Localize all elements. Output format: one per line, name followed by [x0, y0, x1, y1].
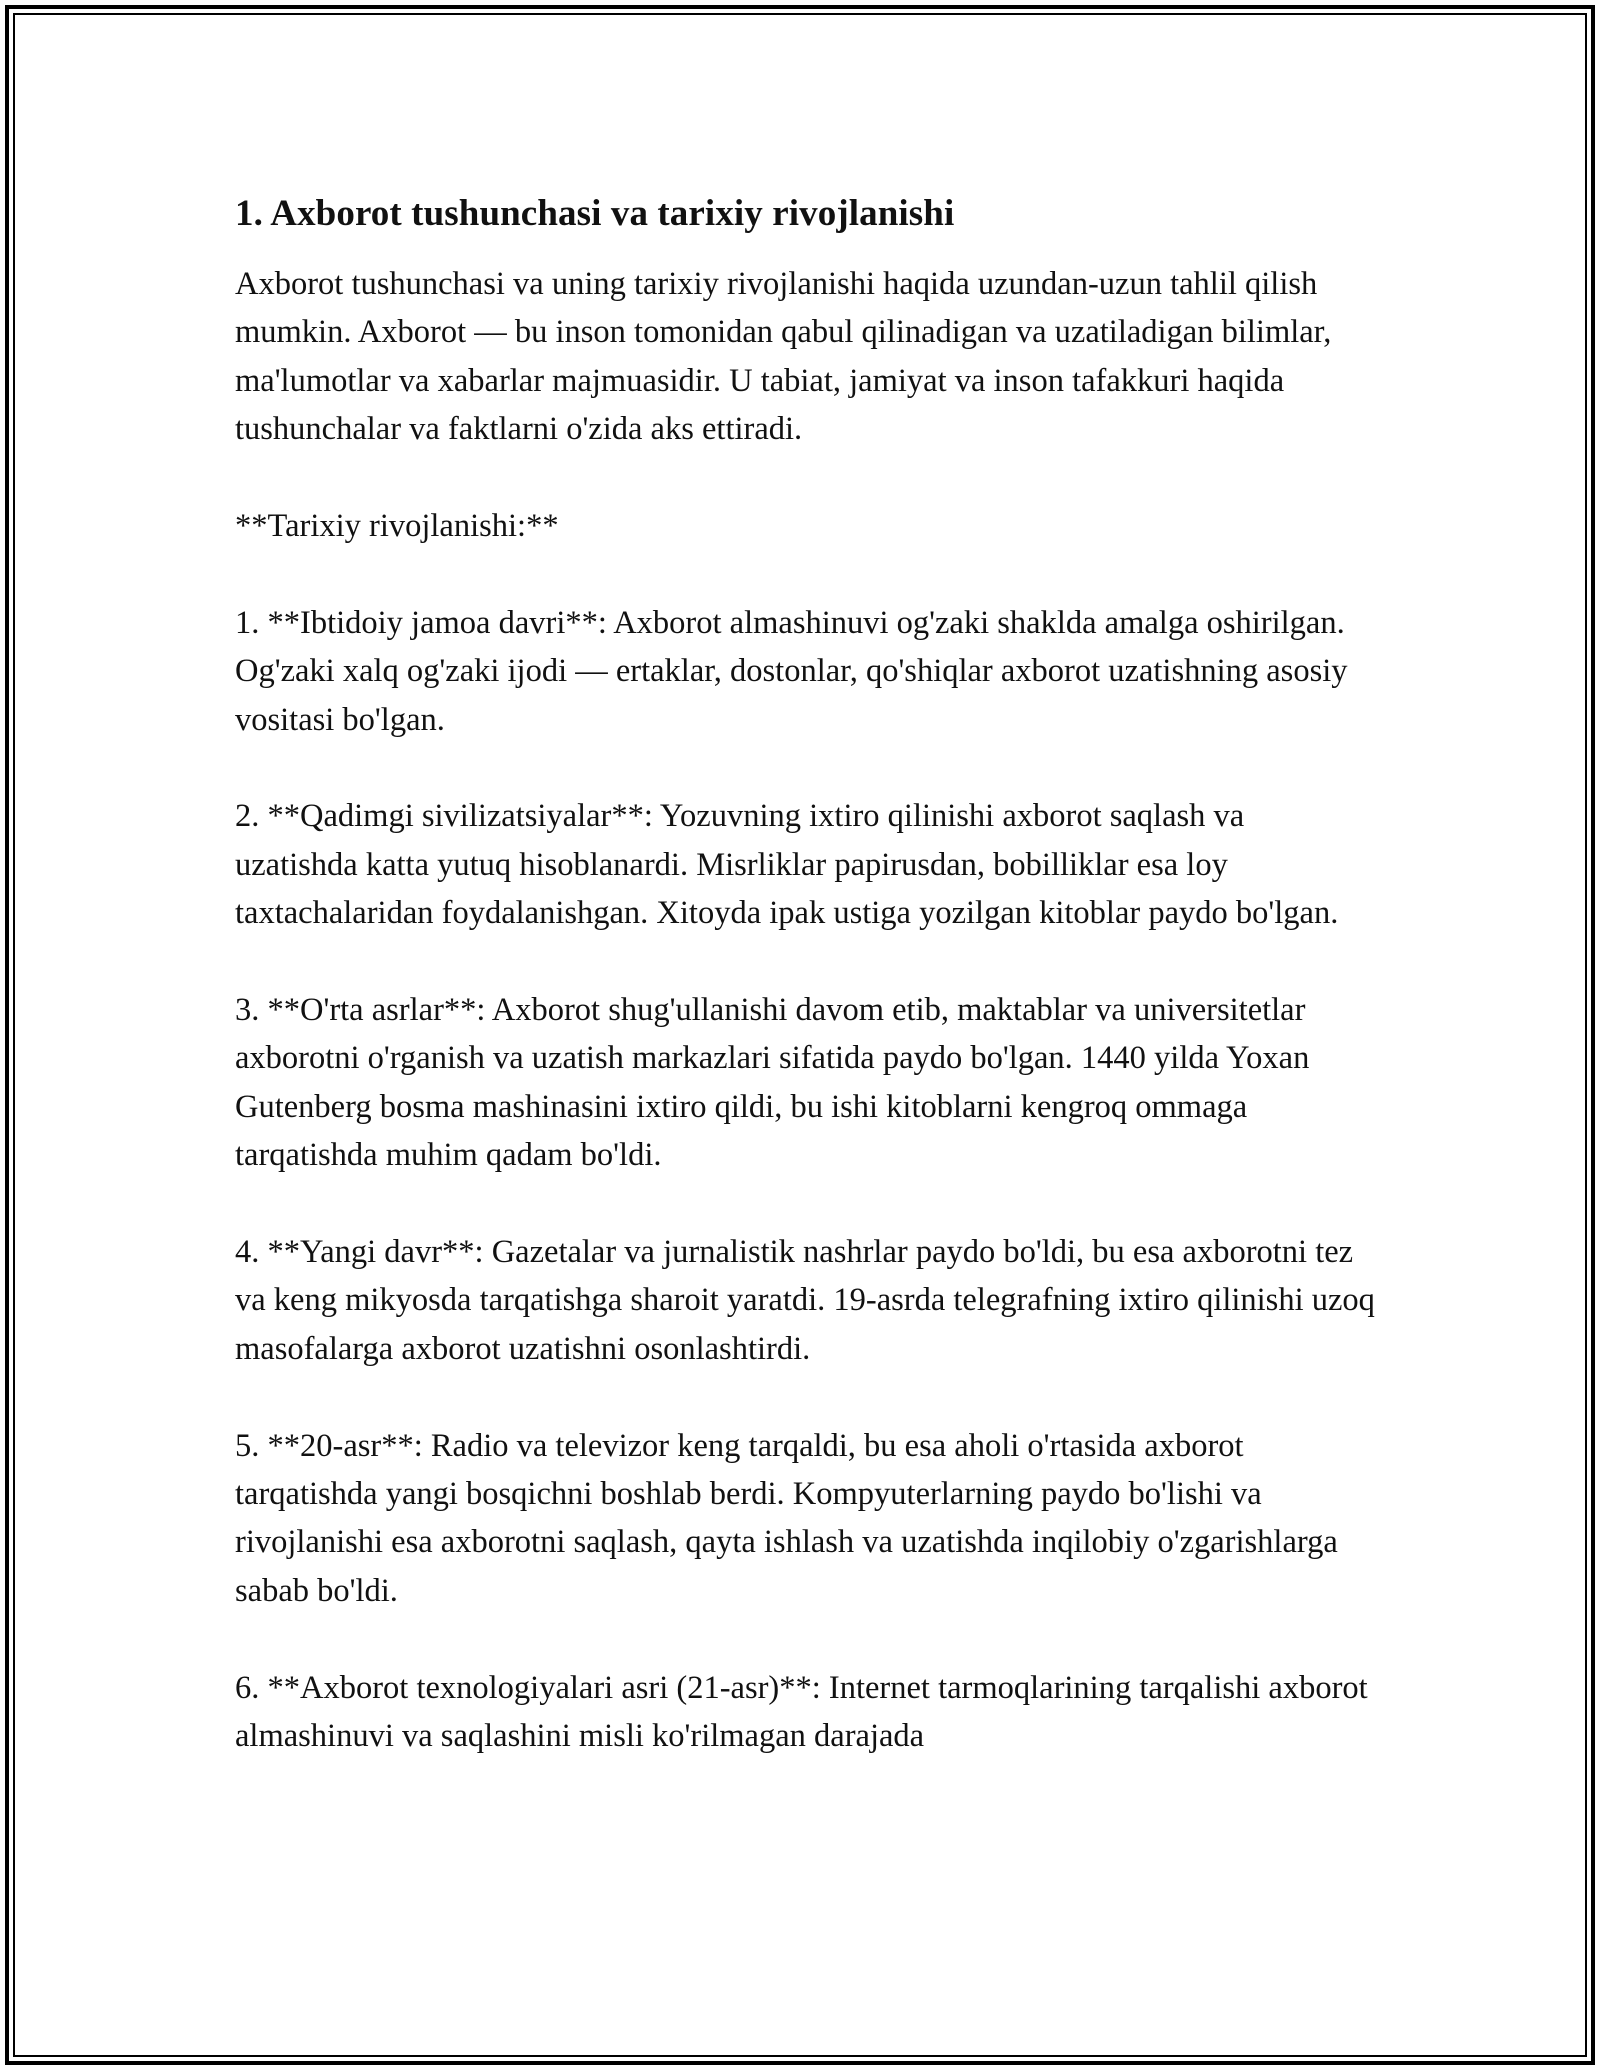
- intro-paragraph: Axborot tushunchasi va uning tarixiy rivojlanishi haqida uzundan-uzun tahlil qilish mumkin. Axborot — bu inson tomonidan qabul qilinadigan va uzatiladigan bilimlar, ma'lumotlar va xabarlar majmuasidir. U tabiat, jamiyat va inson tafakkuri haqida tushunchalar va faktlarni o'zida aks ettiradi.: [235, 266, 1340, 448]
- list-item-20th-century: 5. **20-asr**: Radio va televizor keng tarqaldi, bu esa aholi o'rtasida axborot tarqatishda yangi bosqichni boshlab berdi. Kompyuterlarning paydo bo'lishi va rivojlanishi esa axborotni saqlash, qayta ishlash va uzatishda inqilobiy o'zgarishlarga sabab bo'ldi.: [235, 1427, 1346, 1609]
- document-body: [235, 188, 1384, 1760]
- section-heading: 1. Axborot tushunchasi va tarixiy rivojlanishi: [235, 193, 955, 234]
- list-item-middle-ages: 3. **O'rta asrlar**: Axborot shug'ullanishi davom etib, maktablar va universitetlar axborotni o'rganish va uzatish markazlari sifatida paydo bo'lgan. 1440 yilda Yoxan Gutenberg bosma mashinasini ixtiro qildi, bu ishi kitoblarni kengroq ommaga tarqatishda muhim qadam bo'ldi.: [235, 992, 1318, 1174]
- list-item-primitive-era: 1. **Ibtidoiy jamoa davri**: Axborot almashinuvi og'zaki shaklda amalga oshirilgan. Og'zaki xalq og'zaki ijodi — ertaklar, dostonlar, qo'shiqlar axborot uzatishning asosiy vositasi bo'lgan.: [235, 604, 1356, 738]
- history-section-label: **Tarixiy rivojlanishi:**: [235, 508, 559, 545]
- list-item-ancient-civilizations: 2. **Qadimgi sivilizatsiyalar**: Yozuvning ixtiro qilinishi axborot saqlash va uzatishda katta yutuq hisoblanardi. Misrliklar papirusdan, bobilliklar esa loy taxtachalaridan foydalanishgan. Xitoyda ipak ustiga yozilgan kitoblar paydo bo'lgan.: [235, 798, 1339, 932]
- list-item-information-technology-age: 6. **Axborot texnologiyalari asri (21-asr)**: Internet tarmoqlarining tarqalishi axborot almashinuvi va saqlashini misli ko'rilmagan darajada: [235, 1669, 1376, 1755]
- list-item-modern-era: 4. **Yangi davr**: Gazetalar va jurnalistik nashrlar paydo bo'ldi, bu esa axborotni tez va keng mikyosda tarqatishga sharoit yaratdi. 19-asrda telegrafning ixtiro qilinishi uzoq masofalarga axborot uzatishni osonlashtirdi.: [235, 1234, 1384, 1367]
